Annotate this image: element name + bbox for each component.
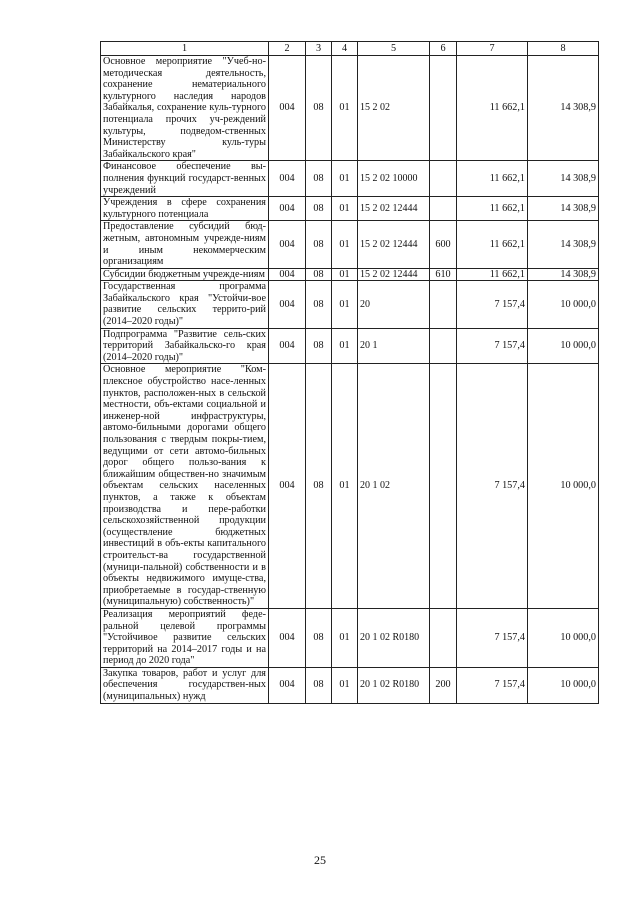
row-amount-2: 14 308,9 — [528, 268, 599, 281]
row-amount-2: 10 000,0 — [528, 328, 599, 364]
row-subsection: 01 — [332, 608, 358, 667]
row-target-article: 20 1 02 R0180 — [358, 667, 430, 703]
header-row — [101, 42, 599, 56]
row-gr-code: 004 — [269, 364, 306, 608]
row-subsection: 01 — [332, 364, 358, 608]
row-amount-1: 11 662,1 — [457, 268, 528, 281]
row-target-article: 15 2 02 10000 — [358, 161, 430, 197]
table-row — [101, 56, 599, 161]
table-row — [101, 364, 599, 608]
row-amount-1: 11 662,1 — [457, 56, 528, 161]
row-target-article: 20 1 02 R0180 — [358, 608, 430, 667]
row-subsection: 01 — [332, 667, 358, 703]
row-expense-type — [430, 56, 457, 161]
row-name: Учреждения в сфере сохранения культурного потенциала — [101, 197, 269, 221]
row-expense-type: 600 — [430, 221, 457, 268]
row-expense-type — [430, 364, 457, 608]
table-row — [101, 161, 599, 197]
row-name: Закупка товаров, работ и услуг для обеспечения государствен-ных (муниципальных) нужд — [101, 667, 269, 703]
row-subsection: 01 — [332, 281, 358, 328]
row-name: Основное мероприятие "Ком-плексное обустройство насе-ленных пунктов, расположен-ных в сельской местности, объ-ектами социальной и инженер-ной инфраструктуры, автомо-бильными дорогами общего пользования с твердым покры-тием, ведущими от сети автомо-бильных дорог общего пользо-вания к ближайшим обществен-но значимым объектам сельских населенных пунктов, а также к объектам производства и пере-работки сельскохозяйственной продукции (осуществление бюджетных инвестиций в объ-екты капитального строительст-ва государственной (муници-пальной) собственности и в объекты недвижимого имуще-ства, приобретаемые в государ-ственную (муниципальную) собственность)" — [101, 364, 269, 608]
row-gr-code: 004 — [269, 221, 306, 268]
table-row — [101, 608, 599, 667]
row-section: 08 — [306, 281, 332, 328]
table-row — [101, 221, 599, 268]
table-row — [101, 197, 599, 221]
row-gr-code: 004 — [269, 161, 306, 197]
row-amount-2: 10 000,0 — [528, 364, 599, 608]
row-gr-code: 004 — [269, 56, 306, 161]
table-body — [101, 56, 599, 704]
row-subsection: 01 — [332, 328, 358, 364]
row-subsection: 01 — [332, 56, 358, 161]
budget-table — [100, 41, 599, 704]
row-name: Государственная программа Забайкальского края "Устойчи-вое развитие сельских террито-рий (2014–2020 годы)" — [101, 281, 269, 328]
row-amount-2: 10 000,0 — [528, 667, 599, 703]
row-amount-1: 7 157,4 — [457, 608, 528, 667]
row-target-article: 15 2 02 — [358, 56, 430, 161]
row-section: 08 — [306, 221, 332, 268]
row-subsection: 01 — [332, 268, 358, 281]
row-expense-type — [430, 197, 457, 221]
row-amount-1: 11 662,1 — [457, 161, 528, 197]
row-gr-code: 004 — [269, 328, 306, 364]
row-target-article: 20 1 — [358, 328, 430, 364]
row-section: 08 — [306, 328, 332, 364]
row-section: 08 — [306, 608, 332, 667]
column-header-3: 3 — [306, 42, 332, 56]
row-amount-1: 11 662,1 — [457, 197, 528, 221]
row-target-article: 20 1 02 — [358, 364, 430, 608]
row-gr-code: 004 — [269, 667, 306, 703]
column-header-5: 5 — [358, 42, 430, 56]
row-name: Финансовое обеспечение вы-полнения функций государст-венных учреждений — [101, 161, 269, 197]
row-expense-type — [430, 608, 457, 667]
row-amount-1: 7 157,4 — [457, 281, 528, 328]
column-header-6: 6 — [430, 42, 457, 56]
column-header-7: 7 — [457, 42, 528, 56]
row-subsection: 01 — [332, 197, 358, 221]
row-subsection: 01 — [332, 161, 358, 197]
row-gr-code: 004 — [269, 281, 306, 328]
row-expense-type — [430, 281, 457, 328]
table-row — [101, 328, 599, 364]
row-amount-1: 11 662,1 — [457, 221, 528, 268]
row-name: Субсидии бюджетным учрежде-ниям — [101, 268, 269, 281]
row-section: 08 — [306, 268, 332, 281]
row-name: Основное мероприятие "Учеб-но-методическая деятельность, сохранение нематериального культурного наследия народов Забайкалья, сохранение куль-турного потенциала прочих уч-реждений культуры, подведом-ственных Министерству куль-туры Забайкальского края" — [101, 56, 269, 161]
column-header-2: 2 — [269, 42, 306, 56]
table-row — [101, 281, 599, 328]
column-header-1: 1 — [101, 42, 269, 56]
row-amount-1: 7 157,4 — [457, 667, 528, 703]
row-expense-type: 610 — [430, 268, 457, 281]
row-amount-2: 14 308,9 — [528, 197, 599, 221]
table-row — [101, 667, 599, 703]
row-section: 08 — [306, 56, 332, 161]
row-amount-2: 14 308,9 — [528, 161, 599, 197]
row-amount-2: 14 308,9 — [528, 56, 599, 161]
table-row — [101, 268, 599, 281]
row-section: 08 — [306, 364, 332, 608]
row-target-article: 15 2 02 12444 — [358, 221, 430, 268]
row-target-article: 15 2 02 12444 — [358, 268, 430, 281]
row-amount-1: 7 157,4 — [457, 328, 528, 364]
row-name: Предоставление субсидий бюд-жетным, автономным учрежде-ниям и иным некоммерческим организациям — [101, 221, 269, 268]
row-amount-2: 10 000,0 — [528, 608, 599, 667]
row-expense-type — [430, 328, 457, 364]
page-number: 25 — [314, 853, 326, 867]
row-amount-2: 14 308,9 — [528, 221, 599, 268]
row-expense-type — [430, 161, 457, 197]
row-target-article: 15 2 02 12444 — [358, 197, 430, 221]
row-section: 08 — [306, 197, 332, 221]
row-gr-code: 004 — [269, 608, 306, 667]
row-name: Реализация мероприятий феде-ральной целевой программы "Устойчивое развитие сельских территорий на 2014–2017 годы и на период до 2020 года" — [101, 608, 269, 667]
row-subsection: 01 — [332, 221, 358, 268]
column-header-4: 4 — [332, 42, 358, 56]
row-name: Подпрограмма "Развитие сель-ских территорий Забайкальско-го края (2014–2020 годы)" — [101, 328, 269, 364]
row-amount-1: 7 157,4 — [457, 364, 528, 608]
row-amount-2: 10 000,0 — [528, 281, 599, 328]
row-gr-code: 004 — [269, 268, 306, 281]
column-header-8: 8 — [528, 42, 599, 56]
row-section: 08 — [306, 667, 332, 703]
row-expense-type: 200 — [430, 667, 457, 703]
row-section: 08 — [306, 161, 332, 197]
row-gr-code: 004 — [269, 197, 306, 221]
row-target-article: 20 — [358, 281, 430, 328]
